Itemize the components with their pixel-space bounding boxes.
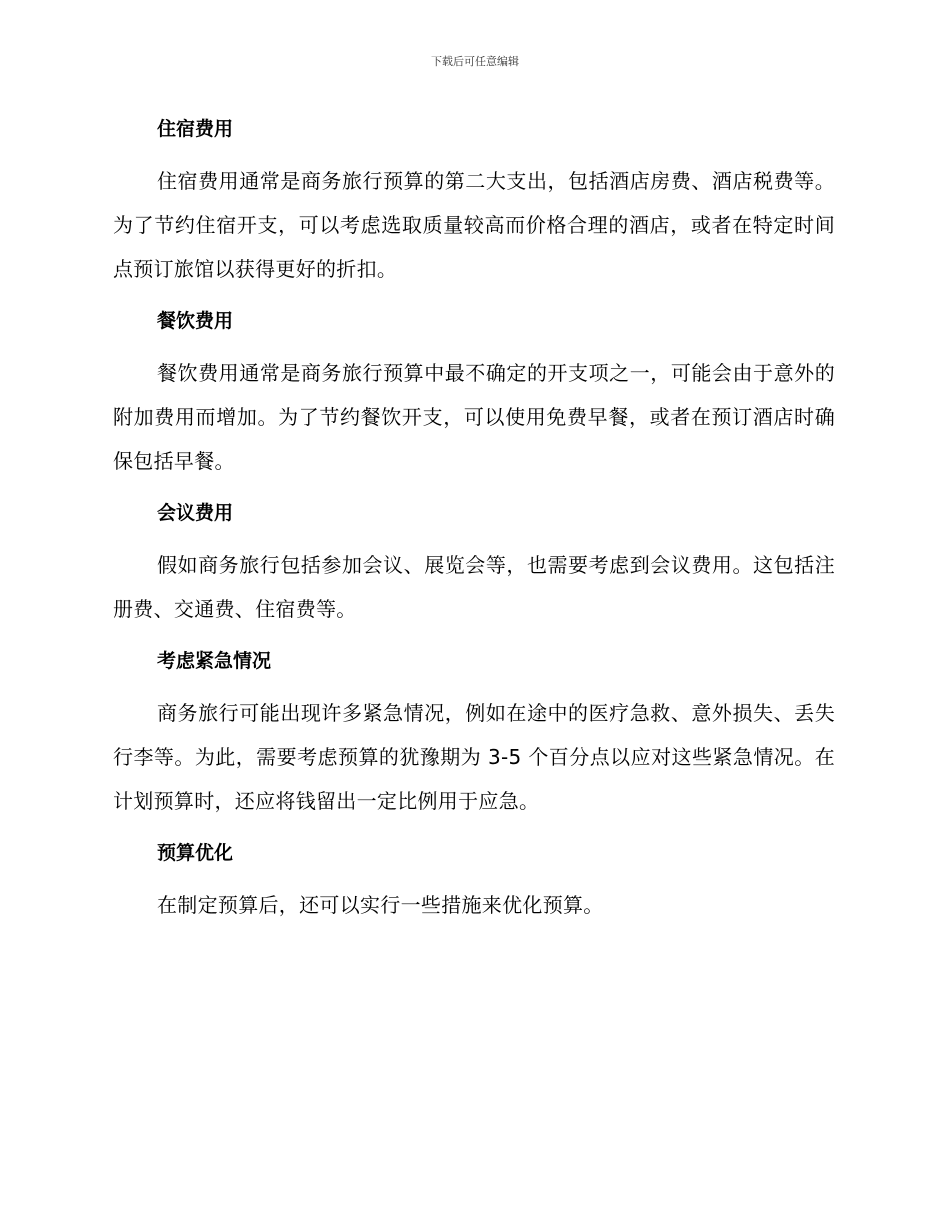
section-accommodation	[113, 112, 835, 291]
section-paragraph: 餐饮费用通常是商务旅行预算中最不确定的开支项之一，可能会由于意外的附加费用而增加。为了节约餐饮开支，可以使用免费早餐，或者在预订酒店时确保包括早餐。	[113, 361, 835, 473]
section-paragraph: 商务旅行可能出现许多紧急情况，例如在途中的医疗急救、意外损失、丢失行李等。为此，需要考虑预算的犹豫期为 3-5 个百分点以应对这些紧急情况。在计划预算时，还应将钱留出一定比例用于应急。	[113, 701, 835, 813]
section-paragraph: 住宿费用通常是商务旅行预算的第二大支出，包括酒店房费、酒店税费等。为了节约住宿开支，可以考虑选取质量较高而价格合理的酒店，或者在特定时间点预订旅馆以获得更好的折扣。	[113, 169, 835, 281]
section-heading: 预算优化	[157, 842, 234, 864]
section-heading: 餐饮费用	[157, 310, 234, 332]
section-emergency	[113, 644, 835, 823]
document-body	[113, 112, 835, 940]
section-heading: 会议费用	[157, 502, 234, 524]
page-header-note: 下载后可任意编辑	[431, 55, 519, 68]
section-meeting	[113, 496, 835, 631]
section-dining	[113, 304, 835, 483]
section-optimization	[113, 836, 835, 927]
section-paragraph: 在制定预算后，还可以实行一些措施来优化预算。	[157, 893, 604, 917]
section-heading: 住宿费用	[157, 118, 234, 140]
section-paragraph: 假如商务旅行包括参加会议、展览会等，也需要考虑到会议费用。这包括注册费、交通费、住宿费等。	[113, 553, 835, 621]
section-heading: 考虑紧急情况	[157, 650, 272, 672]
